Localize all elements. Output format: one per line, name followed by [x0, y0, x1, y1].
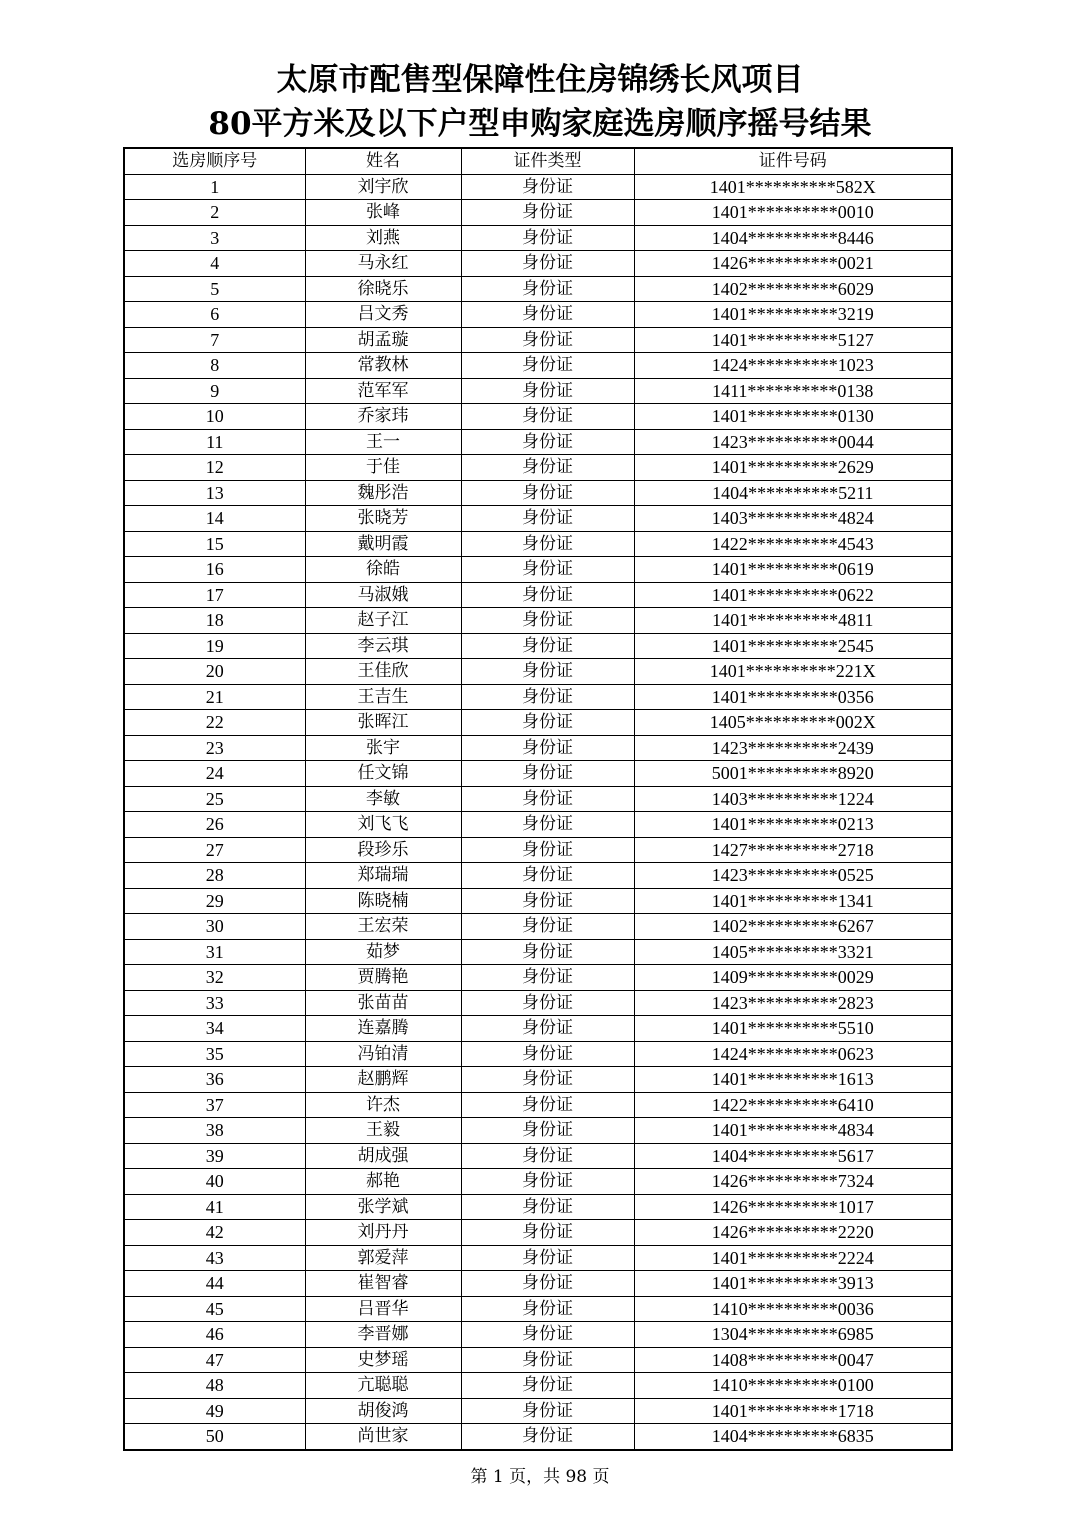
cell-name: 刘飞飞 — [305, 812, 461, 838]
table-row — [124, 557, 952, 583]
table-row — [124, 480, 952, 506]
cell-id-number: 1423**********0525 — [634, 863, 952, 889]
cell-order-number: 4 — [124, 251, 305, 277]
cell-order-number: 23 — [124, 735, 305, 761]
cell-name: 王毅 — [305, 1118, 461, 1144]
table-row — [124, 1424, 952, 1450]
cell-order-number: 13 — [124, 480, 305, 506]
table-row — [124, 506, 952, 532]
cell-name: 茹梦 — [305, 939, 461, 965]
cell-name: 吕晋华 — [305, 1296, 461, 1322]
cell-name: 马淑娥 — [305, 582, 461, 608]
header-name: 姓名 — [305, 148, 461, 174]
cell-id-type: 身份证 — [461, 735, 634, 761]
cell-id-type: 身份证 — [461, 225, 634, 251]
cell-name: 戴明霞 — [305, 531, 461, 557]
table-row — [124, 1245, 952, 1271]
cell-name: 崔智睿 — [305, 1271, 461, 1297]
table-row — [124, 735, 952, 761]
cell-id-number: 1422**********4543 — [634, 531, 952, 557]
cell-id-number: 1402**********6029 — [634, 276, 952, 302]
cell-id-type: 身份证 — [461, 990, 634, 1016]
cell-order-number: 46 — [124, 1322, 305, 1348]
cell-id-type: 身份证 — [461, 1169, 634, 1195]
cell-name: 李云琪 — [305, 633, 461, 659]
cell-id-number: 1401**********0010 — [634, 200, 952, 226]
cell-order-number: 8 — [124, 353, 305, 379]
table-row — [124, 1220, 952, 1246]
cell-id-type: 身份证 — [461, 863, 634, 889]
cell-order-number: 35 — [124, 1041, 305, 1067]
cell-name: 刘燕 — [305, 225, 461, 251]
cell-order-number: 37 — [124, 1092, 305, 1118]
cell-order-number: 15 — [124, 531, 305, 557]
cell-id-type: 身份证 — [461, 480, 634, 506]
cell-id-number: 1405**********002X — [634, 710, 952, 736]
table-row — [124, 1194, 952, 1220]
cell-name: 胡俊鸿 — [305, 1398, 461, 1424]
cell-id-type: 身份证 — [461, 1245, 634, 1271]
cell-id-type: 身份证 — [461, 1041, 634, 1067]
cell-order-number: 41 — [124, 1194, 305, 1220]
cell-order-number: 10 — [124, 404, 305, 430]
cell-id-number: 1401**********2545 — [634, 633, 952, 659]
table-row — [124, 812, 952, 838]
cell-order-number: 40 — [124, 1169, 305, 1195]
cell-id-number: 1402**********6267 — [634, 914, 952, 940]
cell-id-type: 身份证 — [461, 506, 634, 532]
cell-name: 吕文秀 — [305, 302, 461, 328]
table-row — [124, 302, 952, 328]
cell-name: 连嘉腾 — [305, 1016, 461, 1042]
cell-id-type: 身份证 — [461, 1194, 634, 1220]
table-row — [124, 225, 952, 251]
cell-id-number: 1304**********6985 — [634, 1322, 952, 1348]
cell-order-number: 28 — [124, 863, 305, 889]
cell-order-number: 49 — [124, 1398, 305, 1424]
table-header-row — [124, 148, 952, 174]
cell-name: 常教林 — [305, 353, 461, 379]
table-row — [124, 888, 952, 914]
table-row — [124, 863, 952, 889]
cell-id-number: 1424**********0623 — [634, 1041, 952, 1067]
cell-name: 刘宇欣 — [305, 174, 461, 200]
table-row — [124, 684, 952, 710]
table-row — [124, 1092, 952, 1118]
table-row — [124, 608, 952, 634]
cell-id-number: 1422**********6410 — [634, 1092, 952, 1118]
cell-id-type: 身份证 — [461, 1398, 634, 1424]
cell-order-number: 47 — [124, 1347, 305, 1373]
table-row — [124, 1373, 952, 1399]
header-id-type: 证件类型 — [461, 148, 634, 174]
cell-id-type: 身份证 — [461, 1347, 634, 1373]
cell-id-number: 1401**********4834 — [634, 1118, 952, 1144]
cell-name: 魏彤浩 — [305, 480, 461, 506]
table-row — [124, 1067, 952, 1093]
cell-id-type: 身份证 — [461, 710, 634, 736]
cell-order-number: 20 — [124, 659, 305, 685]
cell-order-number: 48 — [124, 1373, 305, 1399]
cell-id-type: 身份证 — [461, 378, 634, 404]
cell-order-number: 29 — [124, 888, 305, 914]
table-row — [124, 404, 952, 430]
cell-id-number: 1404**********8446 — [634, 225, 952, 251]
cell-name: 赵鹏辉 — [305, 1067, 461, 1093]
cell-id-number: 1401**********582X — [634, 174, 952, 200]
cell-id-type: 身份证 — [461, 1220, 634, 1246]
cell-id-number: 1411**********0138 — [634, 378, 952, 404]
cell-id-type: 身份证 — [461, 608, 634, 634]
cell-order-number: 31 — [124, 939, 305, 965]
table-row — [124, 531, 952, 557]
table-row — [124, 582, 952, 608]
table-row — [124, 990, 952, 1016]
cell-id-number: 1427**********2718 — [634, 837, 952, 863]
cell-order-number: 44 — [124, 1271, 305, 1297]
cell-id-type: 身份证 — [461, 455, 634, 481]
table-row — [124, 1271, 952, 1297]
table-row — [124, 710, 952, 736]
cell-id-type: 身份证 — [461, 557, 634, 583]
cell-id-type: 身份证 — [461, 684, 634, 710]
cell-id-type: 身份证 — [461, 327, 634, 353]
table-row — [124, 761, 952, 787]
cell-id-type: 身份证 — [461, 888, 634, 914]
cell-order-number: 21 — [124, 684, 305, 710]
cell-id-type: 身份证 — [461, 200, 634, 226]
cell-id-number: 1401**********221X — [634, 659, 952, 685]
cell-id-type: 身份证 — [461, 531, 634, 557]
cell-name: 史梦瑶 — [305, 1347, 461, 1373]
table-row — [124, 1041, 952, 1067]
table-row — [124, 1398, 952, 1424]
lottery-results-table — [123, 147, 953, 1451]
table-row — [124, 965, 952, 991]
cell-name: 于佳 — [305, 455, 461, 481]
cell-name: 王宏荣 — [305, 914, 461, 940]
cell-order-number: 34 — [124, 1016, 305, 1042]
cell-id-number: 1401**********5510 — [634, 1016, 952, 1042]
cell-order-number: 32 — [124, 965, 305, 991]
table-row — [124, 353, 952, 379]
table-row — [124, 837, 952, 863]
cell-name: 乔家玮 — [305, 404, 461, 430]
cell-id-type: 身份证 — [461, 1424, 634, 1450]
cell-id-type: 身份证 — [461, 812, 634, 838]
cell-order-number: 9 — [124, 378, 305, 404]
cell-order-number: 5 — [124, 276, 305, 302]
cell-id-number: 1401**********0130 — [634, 404, 952, 430]
cell-id-number: 1401**********2629 — [634, 455, 952, 481]
cell-order-number: 16 — [124, 557, 305, 583]
table-row — [124, 633, 952, 659]
cell-id-number: 1410**********0100 — [634, 1373, 952, 1399]
cell-id-type: 身份证 — [461, 1118, 634, 1144]
cell-order-number: 6 — [124, 302, 305, 328]
cell-name: 亢聪聪 — [305, 1373, 461, 1399]
cell-name: 赵子江 — [305, 608, 461, 634]
cell-id-type: 身份证 — [461, 1271, 634, 1297]
cell-id-number: 1424**********1023 — [634, 353, 952, 379]
cell-order-number: 3 — [124, 225, 305, 251]
cell-id-number: 1408**********0047 — [634, 1347, 952, 1373]
cell-id-type: 身份证 — [461, 1092, 634, 1118]
cell-order-number: 2 — [124, 200, 305, 226]
cell-name: 郑瑞瑞 — [305, 863, 461, 889]
cell-name: 范军军 — [305, 378, 461, 404]
cell-name: 段珍乐 — [305, 837, 461, 863]
table-row — [124, 1143, 952, 1169]
cell-name: 贾腾艳 — [305, 965, 461, 991]
cell-id-number: 1410**********0036 — [634, 1296, 952, 1322]
cell-id-type: 身份证 — [461, 965, 634, 991]
cell-order-number: 18 — [124, 608, 305, 634]
cell-name: 张晖江 — [305, 710, 461, 736]
table-row — [124, 1118, 952, 1144]
document-title-line-1: 太原市配售型保障性住房锦绣长风项目 — [276, 62, 804, 98]
cell-id-type: 身份证 — [461, 1296, 634, 1322]
table-row — [124, 1322, 952, 1348]
cell-order-number: 43 — [124, 1245, 305, 1271]
cell-id-type: 身份证 — [461, 914, 634, 940]
cell-order-number: 27 — [124, 837, 305, 863]
table-row — [124, 1347, 952, 1373]
cell-name: 马永红 — [305, 251, 461, 277]
cell-id-type: 身份证 — [461, 404, 634, 430]
cell-order-number: 45 — [124, 1296, 305, 1322]
cell-name: 徐皓 — [305, 557, 461, 583]
cell-id-number: 1423**********2823 — [634, 990, 952, 1016]
header-order-number: 选房顺序号 — [124, 148, 305, 174]
cell-name: 尚世家 — [305, 1424, 461, 1450]
cell-id-number: 1401**********3913 — [634, 1271, 952, 1297]
cell-name: 王佳欣 — [305, 659, 461, 685]
table-row — [124, 276, 952, 302]
table-row — [124, 429, 952, 455]
cell-name: 徐晓乐 — [305, 276, 461, 302]
cell-id-type: 身份证 — [461, 761, 634, 787]
cell-id-number: 1403**********4824 — [634, 506, 952, 532]
cell-order-number: 33 — [124, 990, 305, 1016]
table-row — [124, 378, 952, 404]
cell-id-type: 身份证 — [461, 276, 634, 302]
cell-name: 张苗苗 — [305, 990, 461, 1016]
cell-id-type: 身份证 — [461, 582, 634, 608]
cell-order-number: 26 — [124, 812, 305, 838]
cell-name: 张学斌 — [305, 1194, 461, 1220]
cell-id-type: 身份证 — [461, 302, 634, 328]
table-row — [124, 251, 952, 277]
cell-name: 刘丹丹 — [305, 1220, 461, 1246]
cell-id-number: 1401**********0619 — [634, 557, 952, 583]
cell-id-number: 1426**********2220 — [634, 1220, 952, 1246]
cell-id-number: 1401**********0213 — [634, 812, 952, 838]
cell-id-type: 身份证 — [461, 353, 634, 379]
cell-id-number: 5001**********8920 — [634, 761, 952, 787]
cell-id-number: 1426**********7324 — [634, 1169, 952, 1195]
cell-id-type: 身份证 — [461, 251, 634, 277]
cell-id-type: 身份证 — [461, 174, 634, 200]
cell-id-number: 1401**********2224 — [634, 1245, 952, 1271]
cell-id-number: 1404**********5211 — [634, 480, 952, 506]
table-row — [124, 455, 952, 481]
cell-id-number: 1426**********1017 — [634, 1194, 952, 1220]
cell-id-type: 身份证 — [461, 1373, 634, 1399]
cell-id-type: 身份证 — [461, 633, 634, 659]
cell-order-number: 14 — [124, 506, 305, 532]
cell-id-type: 身份证 — [461, 1016, 634, 1042]
cell-id-type: 身份证 — [461, 1143, 634, 1169]
cell-order-number: 11 — [124, 429, 305, 455]
cell-order-number: 17 — [124, 582, 305, 608]
cell-order-number: 22 — [124, 710, 305, 736]
cell-order-number: 42 — [124, 1220, 305, 1246]
table-row — [124, 1169, 952, 1195]
document-title-line-2: 80平方米及以下户型申购家庭选房顺序摇号结果 — [208, 106, 872, 142]
cell-id-number: 1401**********1613 — [634, 1067, 952, 1093]
cell-id-number: 1405**********3321 — [634, 939, 952, 965]
cell-id-number: 1426**********0021 — [634, 251, 952, 277]
table-row — [124, 327, 952, 353]
cell-name: 许杰 — [305, 1092, 461, 1118]
cell-id-type: 身份证 — [461, 659, 634, 685]
cell-order-number: 39 — [124, 1143, 305, 1169]
table-row — [124, 1016, 952, 1042]
page-footer: 第 1 页，共 98 页 — [470, 1467, 610, 1487]
cell-order-number: 30 — [124, 914, 305, 940]
table-row — [124, 174, 952, 200]
cell-name: 王吉生 — [305, 684, 461, 710]
cell-id-number: 1409**********0029 — [634, 965, 952, 991]
cell-id-type: 身份证 — [461, 939, 634, 965]
table-row — [124, 939, 952, 965]
cell-id-number: 1423**********0044 — [634, 429, 952, 455]
cell-id-type: 身份证 — [461, 429, 634, 455]
cell-id-number: 1401**********0622 — [634, 582, 952, 608]
cell-id-number: 1423**********2439 — [634, 735, 952, 761]
cell-order-number: 25 — [124, 786, 305, 812]
cell-id-number: 1401**********3219 — [634, 302, 952, 328]
cell-order-number: 50 — [124, 1424, 305, 1450]
cell-name: 张宇 — [305, 735, 461, 761]
cell-order-number: 24 — [124, 761, 305, 787]
cell-name: 张峰 — [305, 200, 461, 226]
cell-name: 郝艳 — [305, 1169, 461, 1195]
header-id-number: 证件号码 — [634, 148, 952, 174]
table-row — [124, 1296, 952, 1322]
cell-name: 胡孟璇 — [305, 327, 461, 353]
cell-name: 郭爱萍 — [305, 1245, 461, 1271]
cell-id-type: 身份证 — [461, 1067, 634, 1093]
cell-name: 李晋娜 — [305, 1322, 461, 1348]
cell-id-type: 身份证 — [461, 837, 634, 863]
cell-id-number: 1401**********1341 — [634, 888, 952, 914]
cell-id-number: 1401**********1718 — [634, 1398, 952, 1424]
cell-name: 陈晓楠 — [305, 888, 461, 914]
cell-name: 李敏 — [305, 786, 461, 812]
cell-order-number: 12 — [124, 455, 305, 481]
table-row — [124, 200, 952, 226]
cell-name: 王一 — [305, 429, 461, 455]
cell-id-type: 身份证 — [461, 1322, 634, 1348]
cell-order-number: 36 — [124, 1067, 305, 1093]
cell-id-number: 1403**********1224 — [634, 786, 952, 812]
cell-name: 任文锦 — [305, 761, 461, 787]
table-row — [124, 914, 952, 940]
cell-name: 冯铂清 — [305, 1041, 461, 1067]
cell-order-number: 19 — [124, 633, 305, 659]
cell-order-number: 1 — [124, 174, 305, 200]
cell-id-number: 1401**********0356 — [634, 684, 952, 710]
cell-order-number: 7 — [124, 327, 305, 353]
table-row — [124, 786, 952, 812]
cell-id-number: 1404**********6835 — [634, 1424, 952, 1450]
table-row — [124, 659, 952, 685]
cell-name: 张晓芳 — [305, 506, 461, 532]
cell-id-type: 身份证 — [461, 786, 634, 812]
cell-name: 胡成强 — [305, 1143, 461, 1169]
cell-id-number: 1401**********5127 — [634, 327, 952, 353]
cell-id-number: 1401**********4811 — [634, 608, 952, 634]
cell-id-number: 1404**********5617 — [634, 1143, 952, 1169]
cell-order-number: 38 — [124, 1118, 305, 1144]
